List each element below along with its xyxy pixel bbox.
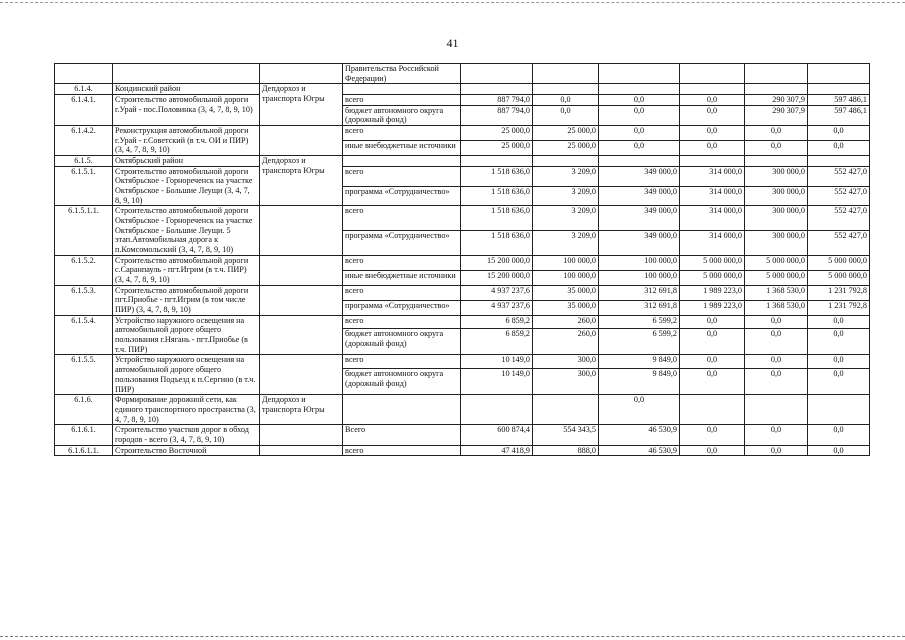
funding-source-cell: всего	[343, 355, 461, 369]
item-code-cell: 6.1.4.	[55, 84, 113, 95]
amount-cell: 312 691,8	[599, 300, 680, 315]
amount-cell	[808, 84, 870, 95]
amount-cell: 314 000,0	[680, 231, 745, 256]
funding-source-cell: бюджет автономного округа (дорожный фонд)	[343, 329, 461, 355]
amount-cell: 0,0	[808, 126, 870, 141]
amount-cell: 1 231 792,8	[808, 300, 870, 315]
amount-cell: 300 000,0	[745, 186, 808, 206]
amount-cell	[599, 84, 680, 95]
amount-cell: 300,0	[533, 369, 599, 395]
executor-cell	[260, 255, 343, 285]
table-row	[55, 285, 870, 300]
amount-cell	[533, 395, 599, 425]
item-name-cell: Строительство автомобильной дороги Октябрьское - Горнореченск на участке Октябрьское - Большие Леущи. 5 этап.Автомобильная дорога к п.Комсомольский (3, 4, 7, 8, 9, 10)	[113, 206, 260, 255]
page-number: 41	[446, 36, 459, 50]
amount-cell: 1 368 530,0	[745, 285, 808, 300]
amount-cell: 0,0	[533, 95, 599, 106]
amount-cell: 349 000,0	[599, 186, 680, 206]
amount-cell: 0,0	[808, 315, 870, 329]
funding-source-cell: всего	[343, 206, 461, 231]
budget-table	[54, 63, 870, 456]
table-cell	[461, 64, 533, 84]
item-name-cell: Строительство автомобильной дороги Октябрьское - Горнореченск на участке Октябрьское - Большие Леущи (3, 4, 7, 8, 9, 10)	[113, 166, 260, 206]
amount-cell	[533, 156, 599, 167]
amount-cell: 260,0	[533, 315, 599, 329]
amount-cell: 300 000,0	[745, 206, 808, 231]
amount-cell: 4 937 237,6	[461, 300, 533, 315]
table-row	[55, 84, 870, 95]
amount-cell: 552 427,0	[808, 166, 870, 186]
amount-cell: 0,0	[680, 105, 745, 125]
table-cell	[113, 64, 260, 84]
item-name-cell: Устройство наружного освещения на автомобильной дороге общего пользования Подъезд к п.Сергино (в т.ч. ПИР)	[113, 355, 260, 395]
table-row	[55, 95, 870, 106]
table-header-continuation-row	[55, 64, 870, 84]
item-name-cell: Устройство наружного освещения на автомобильной дороге общего пользования г.Нягань - пгт.Приобье (в т.ч. ПИР)	[113, 315, 260, 355]
amount-cell: 0,0	[808, 445, 870, 456]
funding-source-cell: иные внебюджетные источники	[343, 270, 461, 285]
amount-cell: 1 989 223,0	[680, 285, 745, 300]
amount-cell: 5 000 000,0	[745, 270, 808, 285]
table-body	[55, 64, 870, 456]
executor-cell	[260, 126, 343, 156]
amount-cell: 3 209,0	[533, 231, 599, 256]
amount-cell: 0,0	[808, 425, 870, 445]
amount-cell: 25 000,0	[533, 126, 599, 141]
amount-cell: 9 849,0	[599, 355, 680, 369]
amount-cell: 552 427,0	[808, 206, 870, 231]
amount-cell: 6 859,2	[461, 315, 533, 329]
amount-cell: 1 518 636,0	[461, 206, 533, 231]
amount-cell: 25 000,0	[461, 141, 533, 156]
amount-cell: 0,0	[745, 425, 808, 445]
amount-cell: 15 200 000,0	[461, 270, 533, 285]
amount-cell	[680, 156, 745, 167]
amount-cell: 312 691,8	[599, 285, 680, 300]
amount-cell: 0,0	[745, 445, 808, 456]
executor-cell	[260, 355, 343, 395]
table-row	[55, 126, 870, 141]
amount-cell: 1 518 636,0	[461, 166, 533, 186]
table-row	[55, 395, 870, 425]
amount-cell: 0,0	[599, 126, 680, 141]
item-code-cell: 6.1.5.	[55, 156, 113, 167]
executor-cell: Депдорхоз и транспорта Югры	[260, 84, 343, 126]
amount-cell: 0,0	[680, 315, 745, 329]
amount-cell: 0,0	[599, 95, 680, 106]
amount-cell: 300 000,0	[745, 231, 808, 256]
item-name-cell: Строительство автомобильной дороги г.Урай - пос.Половинка (3, 4, 7, 8, 9, 10)	[113, 95, 260, 126]
amount-cell: 15 200 000,0	[461, 255, 533, 270]
funding-source-cell: бюджет автономного округа (дорожный фонд)	[343, 105, 461, 125]
item-name-cell: Строительство автомобильной дороги пгт.Приобье - пгт.Игрим (в том числе ПИР) (3, 4, 7, 8, 9, 10)	[113, 285, 260, 315]
amount-cell: 887 794,0	[461, 105, 533, 125]
amount-cell: 0,0	[680, 355, 745, 369]
funding-source-cell: всего	[343, 315, 461, 329]
amount-cell: 1 231 792,8	[808, 285, 870, 300]
amount-cell: 887 794,0	[461, 95, 533, 106]
amount-cell: 300 000,0	[745, 166, 808, 186]
amount-cell: 6 599,2	[599, 329, 680, 355]
amount-cell: 1 368 530,0	[745, 300, 808, 315]
amount-cell: 0,0	[680, 141, 745, 156]
item-name-cell: Строительство участков дорог в обход городов - всего (3, 4, 7, 8, 9, 10)	[113, 425, 260, 445]
amount-cell: 1 518 636,0	[461, 231, 533, 256]
amount-cell: 35 000,0	[533, 300, 599, 315]
table-row	[55, 255, 870, 270]
amount-cell: 1 518 636,0	[461, 186, 533, 206]
amount-cell: 47 418,9	[461, 445, 533, 456]
funding-source-cell: всего	[343, 95, 461, 106]
amount-cell: 5 000 000,0	[808, 255, 870, 270]
scan-top-edge	[0, 2, 905, 3]
executor-cell	[260, 206, 343, 255]
funding-source-cell: иные внебюджетные источники	[343, 141, 461, 156]
amount-cell: 35 000,0	[533, 285, 599, 300]
amount-cell: 3 209,0	[533, 166, 599, 186]
table-row	[55, 425, 870, 445]
amount-cell: 5 000 000,0	[680, 270, 745, 285]
amount-cell: 100 000,0	[599, 270, 680, 285]
amount-cell: 0,0	[745, 315, 808, 329]
amount-cell: 552 427,0	[808, 231, 870, 256]
item-name-cell: Реконструкция автомобильной дороги г.Урай - г.Советский (в т.ч. ОИ и ПИР) (3, 4, 7, 8, 9, 10)	[113, 126, 260, 156]
amount-cell	[533, 84, 599, 95]
amount-cell: 290 307,9	[745, 105, 808, 125]
item-code-cell: 6.1.5.1.	[55, 166, 113, 206]
table-cell	[533, 64, 599, 84]
amount-cell	[680, 395, 745, 425]
amount-cell: 0,0	[808, 369, 870, 395]
table-cell	[55, 64, 113, 84]
amount-cell: 554 343,5	[533, 425, 599, 445]
funding-source-cell: программа «Сотрудничество»	[343, 231, 461, 256]
funding-source-cell: бюджет автономного округа (дорожный фонд)	[343, 369, 461, 395]
amount-cell	[808, 395, 870, 425]
amount-cell: 25 000,0	[461, 126, 533, 141]
amount-cell	[745, 395, 808, 425]
table-cell	[599, 64, 680, 84]
table-cell	[260, 64, 343, 84]
amount-cell: 349 000,0	[599, 206, 680, 231]
amount-cell: 0,0	[680, 425, 745, 445]
amount-cell: 0,0	[599, 105, 680, 125]
amount-cell	[808, 156, 870, 167]
item-name-cell: Строительство Восточной	[113, 445, 260, 456]
amount-cell: 349 000,0	[599, 166, 680, 186]
funding-source-cell	[343, 395, 461, 425]
item-code-cell: 6.1.6.	[55, 395, 113, 425]
table-row	[55, 166, 870, 186]
item-name-cell: Строительство автомобильной дороги с.Саранпауль - пгт.Игрим (в т.ч. ПИР) (3, 4, 7, 8, 9, 10)	[113, 255, 260, 285]
amount-cell: 100 000,0	[533, 255, 599, 270]
amount-cell: 260,0	[533, 329, 599, 355]
funding-source-cell: программа «Сотрудничество»	[343, 300, 461, 315]
table-cell	[808, 64, 870, 84]
amount-cell: 100 000,0	[533, 270, 599, 285]
executor-cell	[260, 285, 343, 315]
table-row	[55, 315, 870, 329]
amount-cell	[745, 84, 808, 95]
item-code-cell: 6.1.5.1.1.	[55, 206, 113, 255]
amount-cell: 0,0	[745, 369, 808, 395]
executor-cell: Депдорхоз и транспорта Югры	[260, 395, 343, 425]
item-name-cell: Октябрьский район	[113, 156, 260, 167]
funding-source-cell: всего	[343, 285, 461, 300]
amount-cell: 888,0	[533, 445, 599, 456]
amount-cell: 0,0	[533, 105, 599, 125]
table-row	[55, 445, 870, 456]
table-row	[55, 355, 870, 369]
funding-source-cell: всего	[343, 255, 461, 270]
item-name-cell: Формирование дорожной сети, как единого транспортного пространства (3, 4, 7, 8, 9, 10)	[113, 395, 260, 425]
amount-cell: 5 000 000,0	[680, 255, 745, 270]
item-code-cell: 6.1.6.1.1.	[55, 445, 113, 456]
amount-cell: 100 000,0	[599, 255, 680, 270]
amount-cell: 10 149,0	[461, 355, 533, 369]
amount-cell: 0,0	[808, 329, 870, 355]
amount-cell	[461, 156, 533, 167]
amount-cell: 0,0	[599, 141, 680, 156]
funding-source-cell: программа «Сотрудничество»	[343, 186, 461, 206]
amount-cell: 1 989 223,0	[680, 300, 745, 315]
amount-cell: 314 000,0	[680, 186, 745, 206]
scan-bottom-edge	[0, 636, 905, 637]
amount-cell: 0,0	[745, 126, 808, 141]
amount-cell: 0,0	[745, 141, 808, 156]
funding-source-cell: Правительства Российской Федерации)	[343, 64, 461, 84]
amount-cell: 10 149,0	[461, 369, 533, 395]
funding-source-cell: всего	[343, 166, 461, 186]
amount-cell	[745, 156, 808, 167]
item-code-cell: 6.1.5.3.	[55, 285, 113, 315]
amount-cell	[599, 156, 680, 167]
amount-cell: 349 000,0	[599, 231, 680, 256]
amount-cell: 597 486,1	[808, 105, 870, 125]
amount-cell	[461, 395, 533, 425]
table-row	[55, 156, 870, 167]
amount-cell: 600 874,4	[461, 425, 533, 445]
amount-cell	[461, 84, 533, 95]
amount-cell: 0,0	[680, 329, 745, 355]
table-cell	[680, 64, 745, 84]
amount-cell: 0,0	[745, 355, 808, 369]
amount-cell: 0,0	[599, 395, 680, 425]
amount-cell: 0,0	[680, 126, 745, 141]
amount-cell: 0,0	[808, 355, 870, 369]
amount-cell: 25 000,0	[533, 141, 599, 156]
item-name-cell: Кондинский район	[113, 84, 260, 95]
amount-cell: 4 937 237,6	[461, 285, 533, 300]
item-code-cell: 6.1.6.1.	[55, 425, 113, 445]
executor-cell: Депдорхоз и транспорта Югры	[260, 156, 343, 206]
item-code-cell: 6.1.4.1.	[55, 95, 113, 126]
item-code-cell: 6.1.5.4.	[55, 315, 113, 355]
amount-cell: 314 000,0	[680, 166, 745, 186]
item-code-cell: 6.1.4.2.	[55, 126, 113, 156]
amount-cell: 0,0	[680, 445, 745, 456]
item-code-cell: 6.1.5.2.	[55, 255, 113, 285]
funding-source-cell	[343, 84, 461, 95]
amount-cell: 290 307,9	[745, 95, 808, 106]
amount-cell: 6 599,2	[599, 315, 680, 329]
amount-cell: 5 000 000,0	[745, 255, 808, 270]
amount-cell: 0,0	[680, 369, 745, 395]
amount-cell: 300,0	[533, 355, 599, 369]
executor-cell	[260, 445, 343, 456]
amount-cell: 6 859,2	[461, 329, 533, 355]
funding-source-cell: Всего	[343, 425, 461, 445]
table-cell	[745, 64, 808, 84]
table-row	[55, 206, 870, 231]
amount-cell: 46 530,9	[599, 425, 680, 445]
amount-cell: 3 209,0	[533, 186, 599, 206]
amount-cell: 552 427,0	[808, 186, 870, 206]
amount-cell: 46 530,9	[599, 445, 680, 456]
item-code-cell: 6.1.5.5.	[55, 355, 113, 395]
executor-cell	[260, 315, 343, 355]
amount-cell: 314 000,0	[680, 206, 745, 231]
executor-cell	[260, 425, 343, 445]
amount-cell: 597 486,1	[808, 95, 870, 106]
amount-cell	[680, 84, 745, 95]
amount-cell: 0,0	[745, 329, 808, 355]
funding-source-cell: всего	[343, 126, 461, 141]
amount-cell: 5 000 000,0	[808, 270, 870, 285]
funding-source-cell	[343, 156, 461, 167]
amount-cell: 9 849,0	[599, 369, 680, 395]
amount-cell: 0,0	[808, 141, 870, 156]
amount-cell: 0,0	[680, 95, 745, 106]
funding-source-cell: всего	[343, 445, 461, 456]
amount-cell: 3 209,0	[533, 206, 599, 231]
